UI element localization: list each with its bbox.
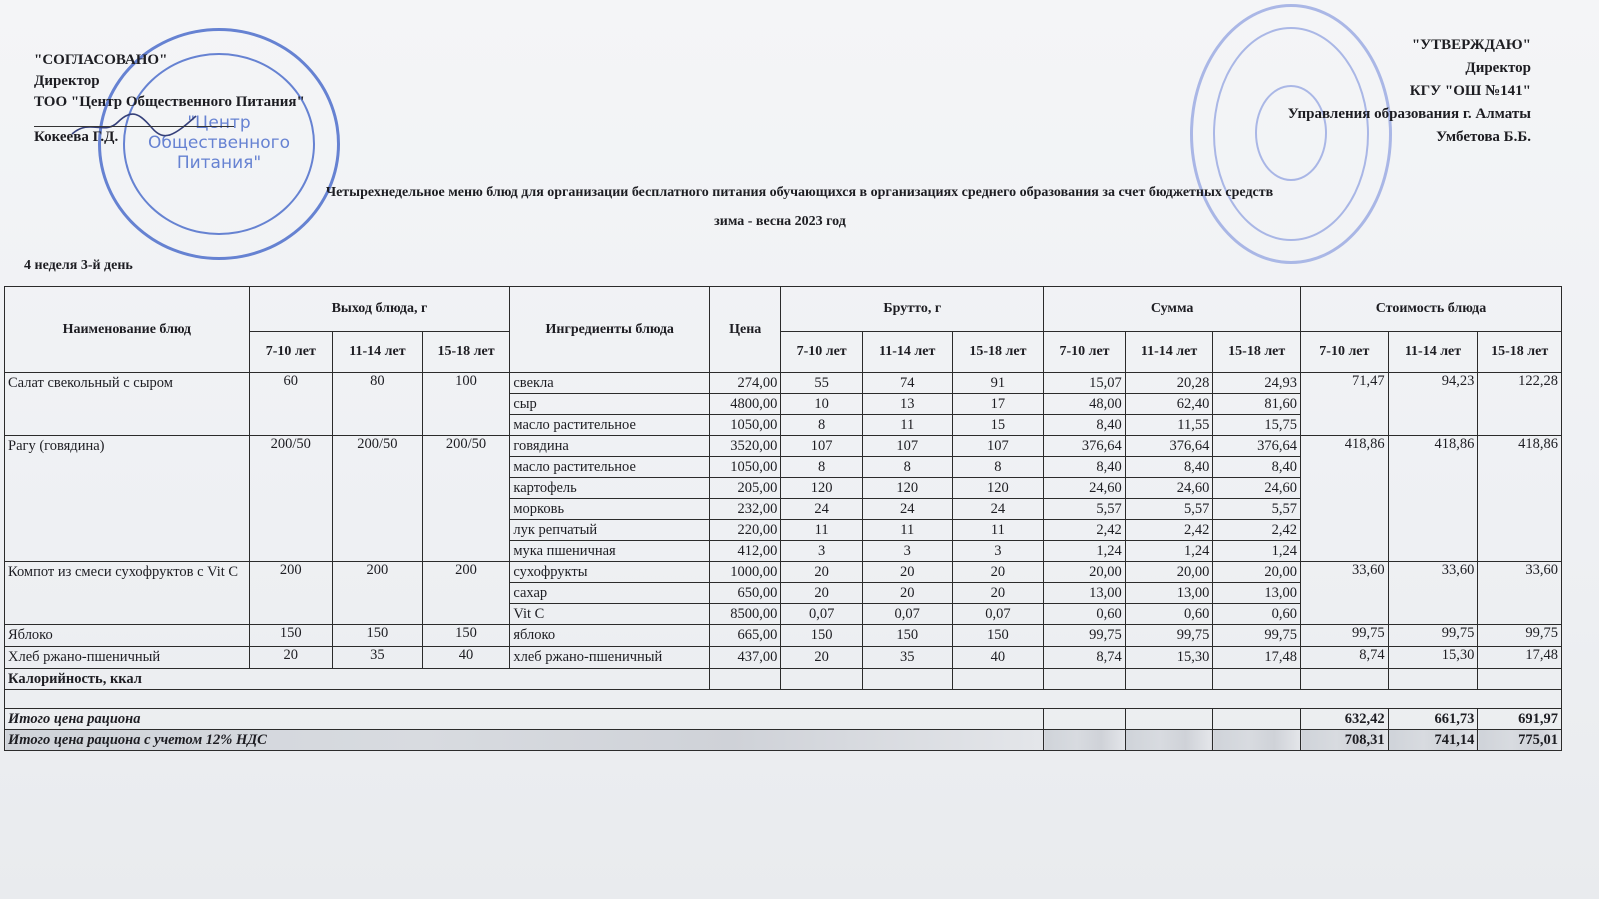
ingredient-brutto: 11 [862, 520, 952, 541]
total-price-vat-row [5, 730, 1562, 751]
ingredient-name: картофель [510, 478, 710, 499]
empty-cell [1213, 709, 1301, 730]
left-signer-name: Кокеева Г.Д. [34, 129, 119, 145]
ingredient-price: 1000,00 [710, 562, 781, 583]
ingredient-brutto: 150 [862, 625, 952, 647]
header-age-age1: 7-10 лет [249, 332, 333, 373]
ingredient-brutto: 107 [862, 436, 952, 457]
dish-name: Яблоко [5, 625, 250, 647]
empty-cell [1388, 669, 1478, 690]
ingredient-sum: 24,60 [1213, 478, 1301, 499]
dish-output: 60 [249, 373, 333, 436]
ingredient-sum: 15,07 [1044, 373, 1126, 394]
dish-output: 200 [333, 562, 423, 625]
ingredient-brutto: 35 [862, 647, 952, 669]
header-age-age1: 7-10 лет [1044, 332, 1126, 373]
dish-cost: 418,86 [1301, 436, 1389, 562]
header-output: Выход блюда, г [249, 287, 510, 332]
right-director-label: Директор [1465, 60, 1531, 76]
ingredient-name: сахар [510, 583, 710, 604]
ingredient-brutto: 20 [862, 583, 952, 604]
approval-block-right [1288, 34, 1531, 149]
ingredient-brutto: 20 [952, 562, 1044, 583]
ingredient-sum: 376,64 [1125, 436, 1213, 457]
ingredient-brutto: 13 [862, 394, 952, 415]
dish-cost: 99,75 [1301, 625, 1389, 647]
table-row [5, 625, 1562, 647]
dish-output: 100 [422, 373, 510, 436]
dish-output: 200/50 [333, 436, 423, 562]
dish-cost: 418,86 [1388, 436, 1478, 562]
ingredient-price: 4800,00 [710, 394, 781, 415]
ingredient-sum: 2,42 [1213, 520, 1301, 541]
ingredient-sum: 17,48 [1213, 647, 1301, 669]
ingredient-sum: 376,64 [1213, 436, 1301, 457]
ingredient-sum: 99,75 [1044, 625, 1126, 647]
dish-cost: 33,60 [1301, 562, 1389, 625]
dish-output: 35 [333, 647, 423, 669]
ingredient-sum: 1,24 [1125, 541, 1213, 562]
ingredient-name: масло растительное [510, 457, 710, 478]
ingredient-sum: 2,42 [1044, 520, 1126, 541]
ingredient-price: 650,00 [710, 583, 781, 604]
total-price-row-label: Итого цена рациона [5, 709, 1044, 730]
ingredient-sum: 1,24 [1044, 541, 1126, 562]
ingredient-brutto: 0,07 [781, 604, 863, 625]
ingredient-brutto: 11 [862, 415, 952, 436]
ingredient-sum: 62,40 [1125, 394, 1213, 415]
ingredient-brutto: 120 [952, 478, 1044, 499]
ingredient-price: 1050,00 [710, 415, 781, 436]
ingredient-sum: 15,75 [1213, 415, 1301, 436]
empty-cell [1044, 669, 1126, 690]
dish-cost: 94,23 [1388, 373, 1478, 436]
ingredient-sum: 0,60 [1125, 604, 1213, 625]
ingredient-name: мука пшеничная [510, 541, 710, 562]
ingredient-brutto: 10 [781, 394, 863, 415]
spacer-row [5, 690, 1562, 709]
dish-output: 40 [422, 647, 510, 669]
ingredient-sum: 8,40 [1044, 415, 1126, 436]
ingredient-sum: 20,00 [1125, 562, 1213, 583]
empty-cell [1213, 730, 1301, 751]
ingredient-sum: 8,74 [1044, 647, 1126, 669]
ingredient-sum: 5,57 [1213, 499, 1301, 520]
ingredient-brutto: 107 [781, 436, 863, 457]
dish-cost: 122,28 [1478, 373, 1562, 436]
menu-table [4, 286, 1562, 751]
table-row [5, 373, 1562, 394]
right-organization: КГУ "ОШ №141" [1409, 83, 1531, 99]
ingredient-sum: 48,00 [1044, 394, 1126, 415]
ingredient-name: морковь [510, 499, 710, 520]
ingredient-brutto: 20 [952, 583, 1044, 604]
header-age-age3: 15-18 лет [1213, 332, 1301, 373]
header-dish-name: Наименование блюд [5, 287, 250, 373]
table-row [5, 436, 1562, 457]
dish-cost: 99,75 [1478, 625, 1562, 647]
empty-cell [710, 669, 781, 690]
ingredient-sum: 11,55 [1125, 415, 1213, 436]
empty-cell [1125, 709, 1213, 730]
table-row [5, 647, 1562, 669]
ingredient-sum: 99,75 [1213, 625, 1301, 647]
ingredient-brutto: 8 [781, 457, 863, 478]
dish-cost: 99,75 [1388, 625, 1478, 647]
right-department: Управления образования г. Алматы [1287, 106, 1531, 122]
dish-output: 200 [249, 562, 333, 625]
ingredient-brutto: 150 [781, 625, 863, 647]
left-seal-line-1: "Центр [187, 113, 251, 133]
dish-output: 20 [249, 647, 333, 669]
ingredient-sum: 24,60 [1044, 478, 1126, 499]
left-signature-line [34, 113, 305, 127]
total-price-row [5, 709, 1562, 730]
approval-block-left [34, 50, 305, 148]
left-organization: ТОО "Центр Общественного Питания" [34, 94, 305, 110]
ingredient-brutto: 20 [781, 583, 863, 604]
ingredient-brutto: 11 [952, 520, 1044, 541]
dish-name: Компот из смеси сухофруктов с Vit C [5, 562, 250, 625]
total-price-vat-row-label: Итого цена рациона с учетом 12% НДС [5, 730, 1044, 751]
ingredient-sum: 1,24 [1213, 541, 1301, 562]
header-ingredients: Ингредиенты блюда [510, 287, 710, 373]
table-row [5, 562, 1562, 583]
header-age-age3: 15-18 лет [952, 332, 1044, 373]
ingredient-name: яблоко [510, 625, 710, 647]
ingredient-brutto: 17 [952, 394, 1044, 415]
ingredient-name: сухофрукты [510, 562, 710, 583]
header-age-age2: 11-14 лет [1388, 332, 1478, 373]
document-subtitle: зима - весна 2023 год [714, 214, 846, 229]
left-seal-line-3: Питания" [176, 153, 262, 173]
dish-output: 80 [333, 373, 423, 436]
ingredient-name: хлеб ржано-пшеничный [510, 647, 710, 669]
ingredient-sum: 24,60 [1125, 478, 1213, 499]
ingredient-brutto: 8 [862, 457, 952, 478]
dish-output: 200/50 [249, 436, 333, 562]
dish-cost: 33,60 [1388, 562, 1478, 625]
ingredient-name: свекла [510, 373, 710, 394]
ingredient-sum: 20,00 [1044, 562, 1126, 583]
dish-output: 150 [333, 625, 423, 647]
ingredient-sum: 99,75 [1125, 625, 1213, 647]
header-age-age3: 15-18 лет [1478, 332, 1562, 373]
ingredient-brutto: 120 [862, 478, 952, 499]
ingredient-brutto: 20 [862, 562, 952, 583]
empty-cell [1478, 669, 1562, 690]
ingredient-brutto: 0,07 [862, 604, 952, 625]
empty-cell [1213, 669, 1301, 690]
ingredient-sum: 2,42 [1125, 520, 1213, 541]
header-sum: Сумма [1044, 287, 1301, 332]
ingredient-brutto: 24 [952, 499, 1044, 520]
ingredient-sum: 0,60 [1213, 604, 1301, 625]
ingredient-sum: 8,40 [1125, 457, 1213, 478]
ingredient-brutto: 150 [952, 625, 1044, 647]
ingredient-price: 220,00 [710, 520, 781, 541]
ingredient-brutto: 55 [781, 373, 863, 394]
empty-cell [1125, 730, 1213, 751]
ingredient-sum: 8,40 [1213, 457, 1301, 478]
ingredient-name: сыр [510, 394, 710, 415]
dish-cost: 33,60 [1478, 562, 1562, 625]
dish-name: Салат свекольный с сыром [5, 373, 250, 436]
ingredient-price: 437,00 [710, 647, 781, 669]
dish-output: 200 [422, 562, 510, 625]
dish-cost: 418,86 [1478, 436, 1562, 562]
dish-name: Рагу (говядина) [5, 436, 250, 562]
empty-cell [781, 669, 863, 690]
ingredient-price: 1050,00 [710, 457, 781, 478]
ingredient-price: 205,00 [710, 478, 781, 499]
ingredient-sum: 13,00 [1044, 583, 1126, 604]
ingredient-sum: 20,00 [1213, 562, 1301, 583]
ingredient-price: 232,00 [710, 499, 781, 520]
ingredient-price: 665,00 [710, 625, 781, 647]
ingredient-brutto: 8 [781, 415, 863, 436]
header-age-age1: 7-10 лет [781, 332, 863, 373]
ingredient-sum: 5,57 [1125, 499, 1213, 520]
ingredient-price: 274,00 [710, 373, 781, 394]
calories-row [5, 669, 1562, 690]
ingredient-sum: 81,60 [1213, 394, 1301, 415]
calories-label: Калорийность, ккал [5, 669, 710, 690]
total-price-row-value: 691,97 [1478, 709, 1562, 730]
ingredient-brutto: 8 [952, 457, 1044, 478]
ingredient-brutto: 120 [781, 478, 863, 499]
ingredient-sum: 13,00 [1213, 583, 1301, 604]
ingredient-brutto: 74 [862, 373, 952, 394]
left-seal-line-2: Общественного [147, 133, 291, 153]
header-price: Цена [710, 287, 781, 373]
approve-label: "УТВЕРЖДАЮ" [1411, 37, 1531, 53]
empty-cell [1301, 669, 1389, 690]
ingredient-brutto: 107 [952, 436, 1044, 457]
total-price-vat-row-value: 708,31 [1301, 730, 1389, 751]
ingredient-brutto: 40 [952, 647, 1044, 669]
header-age-age2: 11-14 лет [862, 332, 952, 373]
ingredient-name: говядина [510, 436, 710, 457]
total-price-row-value: 661,73 [1388, 709, 1478, 730]
empty-cell [1044, 730, 1126, 751]
total-price-vat-row-value: 741,14 [1388, 730, 1478, 751]
ingredient-name: Vit C [510, 604, 710, 625]
ingredient-brutto: 3 [781, 541, 863, 562]
ingredient-brutto: 24 [781, 499, 863, 520]
ingredient-brutto: 24 [862, 499, 952, 520]
dish-cost: 8,74 [1301, 647, 1389, 669]
document-title: Четырехнедельное меню блюд для организации бесплатного питания обучающихся в организациях среднего образования за счет бюджетных средств [325, 185, 1274, 200]
empty-cell [1044, 709, 1126, 730]
dish-cost: 71,47 [1301, 373, 1389, 436]
dish-cost: 17,48 [1478, 647, 1562, 669]
right-signer-name: Умбетова Б.Б. [1436, 129, 1531, 145]
header-age-age2: 11-14 лет [333, 332, 423, 373]
ingredient-sum: 0,60 [1044, 604, 1126, 625]
ingredient-sum: 20,28 [1125, 373, 1213, 394]
left-director-label: Директор [34, 73, 100, 89]
dish-output: 150 [249, 625, 333, 647]
header-brutto: Брутто, г [781, 287, 1044, 332]
ingredient-name: лук репчатый [510, 520, 710, 541]
ingredient-sum: 13,00 [1125, 583, 1213, 604]
ingredient-brutto: 3 [952, 541, 1044, 562]
ingredient-brutto: 3 [862, 541, 952, 562]
empty-cell [952, 669, 1044, 690]
ingredient-brutto: 11 [781, 520, 863, 541]
ingredient-sum: 5,57 [1044, 499, 1126, 520]
dish-cost: 15,30 [1388, 647, 1478, 669]
ingredient-sum: 24,93 [1213, 373, 1301, 394]
ingredient-brutto: 20 [781, 562, 863, 583]
ingredient-brutto: 0,07 [952, 604, 1044, 625]
ingredient-name: масло растительное [510, 415, 710, 436]
agreed-label: "СОГЛАСОВАНО" [34, 52, 168, 68]
menu-day-label: 4 неделя 3-й день [24, 258, 133, 273]
ingredient-price: 412,00 [710, 541, 781, 562]
header-row-1 [5, 287, 1562, 332]
total-price-vat-row-value: 775,01 [1478, 730, 1562, 751]
ingredient-brutto: 15 [952, 415, 1044, 436]
empty-cell [5, 690, 1562, 709]
header-age-age3: 15-18 лет [422, 332, 510, 373]
header-cost: Стоимость блюда [1301, 287, 1562, 332]
ingredient-brutto: 91 [952, 373, 1044, 394]
ingredient-sum: 8,40 [1044, 457, 1126, 478]
ingredient-sum: 376,64 [1044, 436, 1126, 457]
empty-cell [1125, 669, 1213, 690]
header-age-age2: 11-14 лет [1125, 332, 1213, 373]
ingredient-brutto: 20 [781, 647, 863, 669]
dish-output: 150 [422, 625, 510, 647]
ingredient-sum: 15,30 [1125, 647, 1213, 669]
total-price-row-value: 632,42 [1301, 709, 1389, 730]
ingredient-price: 8500,00 [710, 604, 781, 625]
header-age-age1: 7-10 лет [1301, 332, 1389, 373]
empty-cell [862, 669, 952, 690]
dish-name: Хлеб ржано-пшеничный [5, 647, 250, 669]
ingredient-price: 3520,00 [710, 436, 781, 457]
dish-output: 200/50 [422, 436, 510, 562]
